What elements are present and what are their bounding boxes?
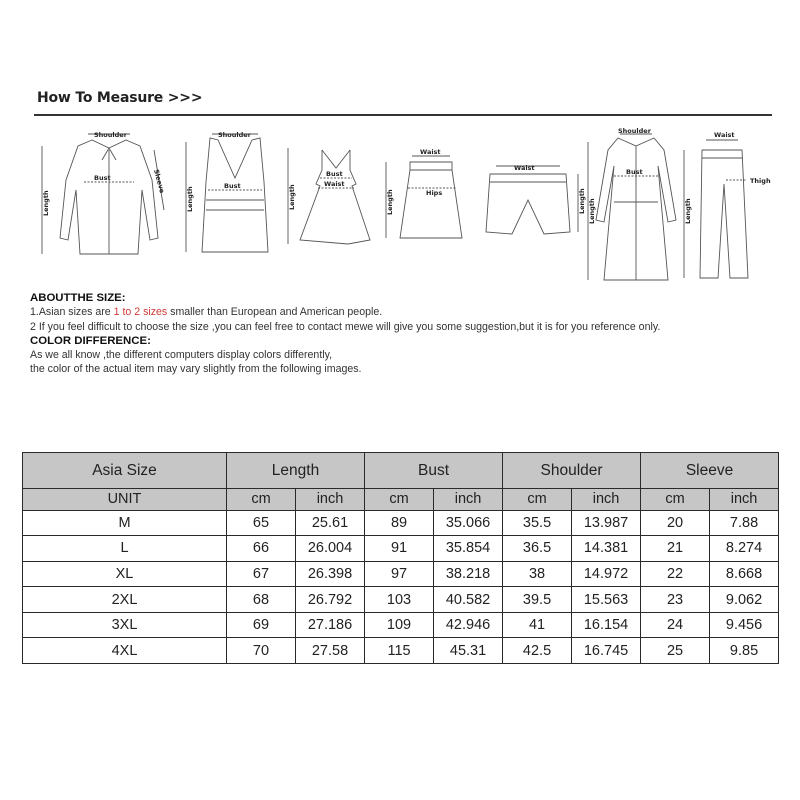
color-difference-heading: COLOR DIFFERENCE: — [30, 334, 151, 347]
value-cell: 35.066 — [434, 510, 503, 536]
value-cell: 9.456 — [710, 612, 779, 638]
size-cell: M — [23, 510, 227, 536]
note-line-1: 1.Asian sizes are 1 to 2 sizes smaller than European and American people. — [30, 306, 383, 319]
value-cell: 70 — [227, 638, 296, 664]
value-cell: 42.5 — [503, 638, 572, 664]
value-cell: 27.186 — [296, 612, 365, 638]
value-cell: 13.987 — [572, 510, 641, 536]
group-header-shoulder: Shoulder — [503, 453, 641, 489]
about-size-heading: ABOUTTHE SIZE: — [30, 292, 126, 304]
group-header-length: Length — [227, 453, 365, 489]
measure-illustrations — [30, 120, 780, 290]
value-cell: 26.398 — [296, 561, 365, 587]
note-line-2: 2 If you feel difficult to choose the size ,you can feel free to contact mewe will give you some suggestion,but it is for you reference only. — [30, 320, 661, 333]
group-header-bust: Bust — [365, 453, 503, 489]
coat-label-2: Length — [588, 198, 596, 224]
table-group-header — [23, 453, 779, 489]
coat-illustration — [588, 127, 676, 280]
value-cell: 38.218 — [434, 561, 503, 587]
top-label-1: Bust — [224, 182, 241, 190]
value-cell: 9.062 — [710, 587, 779, 613]
value-cell: 16.745 — [572, 638, 641, 664]
value-cell: 97 — [365, 561, 434, 587]
value-cell: 67 — [227, 561, 296, 587]
pants-label-0: Waist — [714, 131, 735, 139]
unit-cell: inch — [434, 489, 503, 510]
value-cell: 15.563 — [572, 587, 641, 613]
value-cell: 69 — [227, 612, 296, 638]
value-cell: 35.854 — [434, 536, 503, 562]
table-row — [23, 612, 779, 638]
pants-illustration — [684, 131, 771, 278]
dress-label-0: Bust — [326, 170, 343, 178]
value-cell: 7.88 — [710, 510, 779, 536]
size-cell: L — [23, 536, 227, 562]
group-header-sleeve: Sleeve — [641, 453, 779, 489]
shirt-illustration — [42, 131, 166, 254]
value-cell: 14.381 — [572, 536, 641, 562]
shorts-label-1: Length — [578, 188, 586, 214]
shirt-label-0: Shoulder — [94, 131, 127, 139]
table-row — [23, 638, 779, 664]
unit-cell: cm — [227, 489, 296, 510]
size-cell: 4XL — [23, 638, 227, 664]
size-cell: 2XL — [23, 587, 227, 613]
shirt-label-3: Sleeve — [152, 168, 167, 195]
value-cell: 65 — [227, 510, 296, 536]
pants-label-1: Thigh — [750, 177, 771, 185]
unit-cell: cm — [641, 489, 710, 510]
top-label-0: Shoulder — [218, 131, 251, 139]
value-cell: 41 — [503, 612, 572, 638]
skirt-label-1: Hips — [426, 189, 443, 197]
table-row — [23, 536, 779, 562]
unit-cell: cm — [365, 489, 434, 510]
dress-illustration — [288, 148, 370, 244]
note-line-4: the color of the actual item may vary slightly from the following images. — [30, 363, 362, 376]
value-cell: 24 — [641, 612, 710, 638]
shirt-label-2: Length — [42, 190, 50, 216]
skirt-label-0: Waist — [420, 148, 441, 156]
how-to-measure-title: How To Measure >>> — [37, 90, 203, 106]
value-cell: 109 — [365, 612, 434, 638]
value-cell: 35.5 — [503, 510, 572, 536]
skirt-label-2: Length — [386, 189, 394, 215]
value-cell: 25.61 — [296, 510, 365, 536]
shirt-label-1: Bust — [94, 174, 111, 182]
value-cell: 91 — [365, 536, 434, 562]
corner-header: Asia Size — [23, 453, 227, 489]
dress-label-2: Length — [288, 184, 296, 210]
value-cell: 66 — [227, 536, 296, 562]
table-row — [23, 587, 779, 613]
size-notes — [30, 291, 770, 377]
unit-cell: cm — [503, 489, 572, 510]
size-cell: 3XL — [23, 612, 227, 638]
value-cell: 42.946 — [434, 612, 503, 638]
shorts-label-0: Waist — [514, 164, 535, 172]
value-cell: 103 — [365, 587, 434, 613]
shorts-illustration — [486, 164, 586, 234]
unit-cell: inch — [296, 489, 365, 510]
table-unit-header — [23, 489, 779, 510]
value-cell: 68 — [227, 587, 296, 613]
value-cell: 26.004 — [296, 536, 365, 562]
skirt-illustration — [386, 148, 462, 238]
pants-label-2: Length — [684, 198, 692, 224]
value-cell: 16.154 — [572, 612, 641, 638]
size-cell: XL — [23, 561, 227, 587]
size-chart-table — [22, 452, 779, 664]
value-cell: 89 — [365, 510, 434, 536]
top-illustration — [186, 131, 268, 252]
note-line-3: As we all know ,the different computers display colors differently, — [30, 349, 333, 362]
value-cell: 40.582 — [434, 587, 503, 613]
value-cell: 21 — [641, 536, 710, 562]
unit-cell: inch — [572, 489, 641, 510]
value-cell: 8.274 — [710, 536, 779, 562]
value-cell: 23 — [641, 587, 710, 613]
value-cell: 20 — [641, 510, 710, 536]
value-cell: 39.5 — [503, 587, 572, 613]
coat-label-0: Shoulder — [618, 127, 651, 135]
value-cell: 14.972 — [572, 561, 641, 587]
unit-cell: inch — [710, 489, 779, 510]
value-cell: 27.58 — [296, 638, 365, 664]
coat-label-1: Bust — [626, 168, 643, 176]
top-label-2: Length — [186, 186, 194, 212]
unit-label: UNIT — [23, 489, 227, 510]
value-cell: 8.668 — [710, 561, 779, 587]
value-cell: 25 — [641, 638, 710, 664]
table-row — [23, 561, 779, 587]
value-cell: 38 — [503, 561, 572, 587]
value-cell: 115 — [365, 638, 434, 664]
value-cell: 22 — [641, 561, 710, 587]
value-cell: 45.31 — [434, 638, 503, 664]
value-cell: 26.792 — [296, 587, 365, 613]
value-cell: 9.85 — [710, 638, 779, 664]
dress-label-1: Waist — [324, 180, 345, 188]
value-cell: 36.5 — [503, 536, 572, 562]
title-rule — [34, 114, 772, 116]
table-row — [23, 510, 779, 536]
